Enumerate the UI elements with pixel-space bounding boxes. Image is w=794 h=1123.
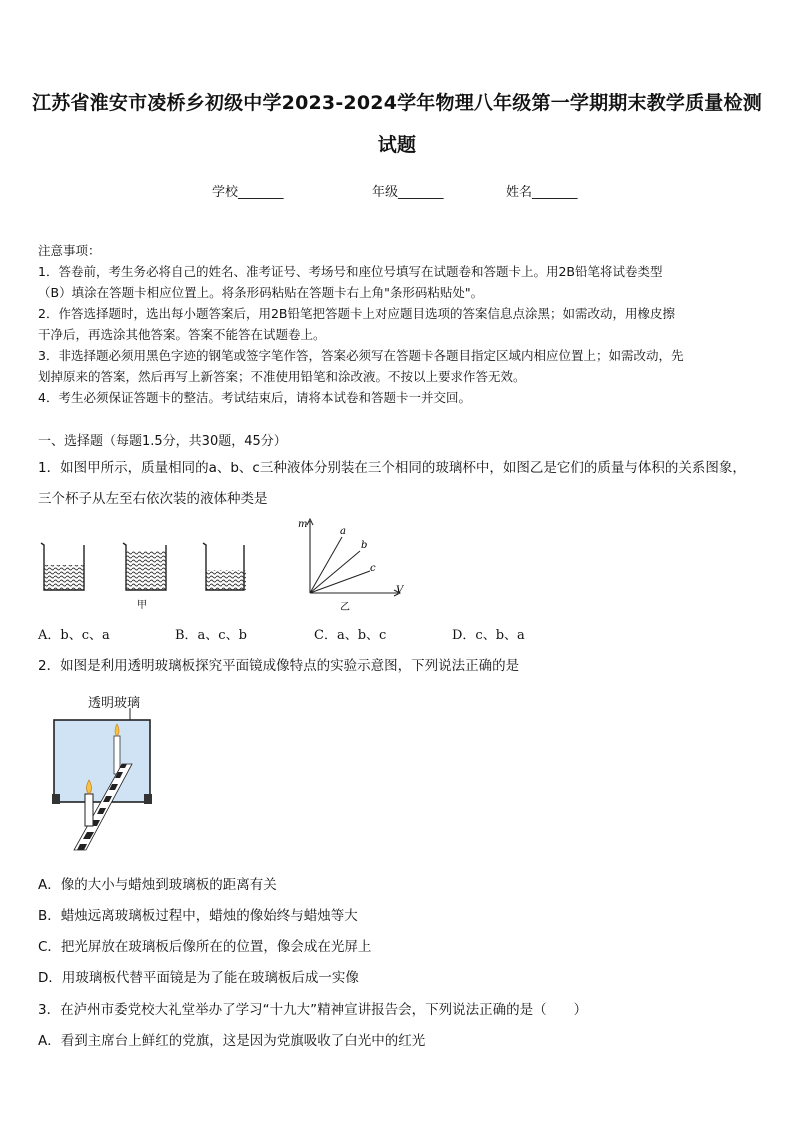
clamp-left [52, 794, 60, 804]
q1-line1: 1．如图甲所示，质量相同的a、b、c三种液体分别装在三个相同的玻璃杯中，如图乙是它们的质量与体积的关系图象， [38, 460, 746, 476]
q1-option-b: B．a、c、b [175, 628, 247, 643]
line-c [310, 571, 370, 593]
line-b [310, 551, 360, 593]
q2-text: 2．如图是利用透明玻璃板探究平面镜成像特点的实验示意图，下列说法正确的是 [38, 658, 520, 674]
page-title-line2: 试题 [377, 134, 417, 156]
notice-line: （B）填涂在答题卡相应位置上。将条形码粘贴在答题卡右上角"条形码粘贴处"。 [38, 285, 484, 300]
page-title: 江苏省淮安市凌桥乡初级中学2023-2024学年物理八年级第一学期期末教学质量检测 [32, 92, 762, 114]
beaker-2 [123, 543, 166, 590]
notice-line: 3．非选择题必须用黑色字迹的钢笔或签字笔作答，答案必须写在答题卡各题目指定区域内相应位置上；如需改动，先 [38, 348, 684, 363]
line-c-label: c [370, 563, 376, 574]
q1-option-d: D．c、b、a [452, 628, 525, 643]
line-a-label: a [340, 526, 346, 537]
mass-volume-graph [290, 515, 410, 615]
q3-text: 3．在泸州市委党校大礼堂举办了学习“十九大”精神宣讲报告会，下列说法正确的是（ ） [38, 1002, 588, 1018]
glass-plate [54, 720, 150, 802]
line-b-label: b [361, 540, 368, 551]
notice-line: 4．考生必须保证答题卡的整洁。考试结束后，请将本试卷和答题卡一并交回。 [38, 390, 471, 405]
beaker-1 [41, 543, 84, 590]
q1-line2: 三个杯子从左至右依次装的液体种类是 [38, 491, 268, 507]
notice-line: 划掉原来的答案，然后再写上新答案；不准使用铅笔和涂改液。不按以上要求作答无效。 [38, 369, 526, 384]
grade-field: 年级_______ [372, 185, 444, 200]
axis-m-label: m [298, 519, 308, 530]
clamp-right [144, 794, 152, 804]
q2-option-d: D．用玻璃板代替平面镜是为了能在玻璃板后成一实像 [38, 970, 359, 986]
glass-plate-figure [40, 708, 170, 858]
notice-line: 2．作答选择题时，选出每小题答案后，用2B铅笔把答题卡上对应题目选项的答案信息点涂黑；如需改动，用橡皮擦 [38, 306, 675, 321]
glass-label: 透明玻璃 [88, 696, 141, 711]
q1-option-a: A．b、c、a [38, 628, 110, 643]
section-heading: 一、选择题（每题1.5分，共30题，45分） [38, 434, 287, 449]
beakers-figure [36, 535, 246, 615]
candle-image [114, 724, 120, 774]
q2-option-c: C．把光屏放在玻璃板后像所在的位置，像会成在光屏上 [38, 939, 372, 955]
notice-line: 1．答卷前，考生务必将自己的姓名、准考证号、考场号和座位号填写在试题卷和答题卡上。用2B铅笔将试卷类型 [38, 264, 663, 279]
notice-list [38, 261, 768, 408]
q1-option-c: C．a、b、c [314, 628, 387, 643]
fig-label-jia: 甲 [137, 600, 147, 611]
beaker-3 [203, 543, 246, 590]
fig-label-yi: 乙 [340, 602, 350, 613]
axis-v-label: V [396, 585, 404, 596]
line-a [310, 537, 342, 593]
notice-heading: 注意事项： [38, 243, 101, 258]
school-field: 学校_______ [212, 185, 284, 200]
notice-line: 干净后，再选涂其他答案。答案不能答在试题卷上。 [38, 327, 326, 342]
q2-option-b: B．蜡烛远离玻璃板过程中，蜡烛的像始终与蜡烛等大 [38, 908, 358, 924]
q2-option-a: A．像的大小与蜡烛到玻璃板的距离有关 [38, 877, 277, 893]
q3-option-a: A．看到主席台上鲜红的党旗，这是因为党旗吸收了白光中的红光 [38, 1033, 426, 1049]
name-field: 姓名_______ [506, 185, 578, 200]
